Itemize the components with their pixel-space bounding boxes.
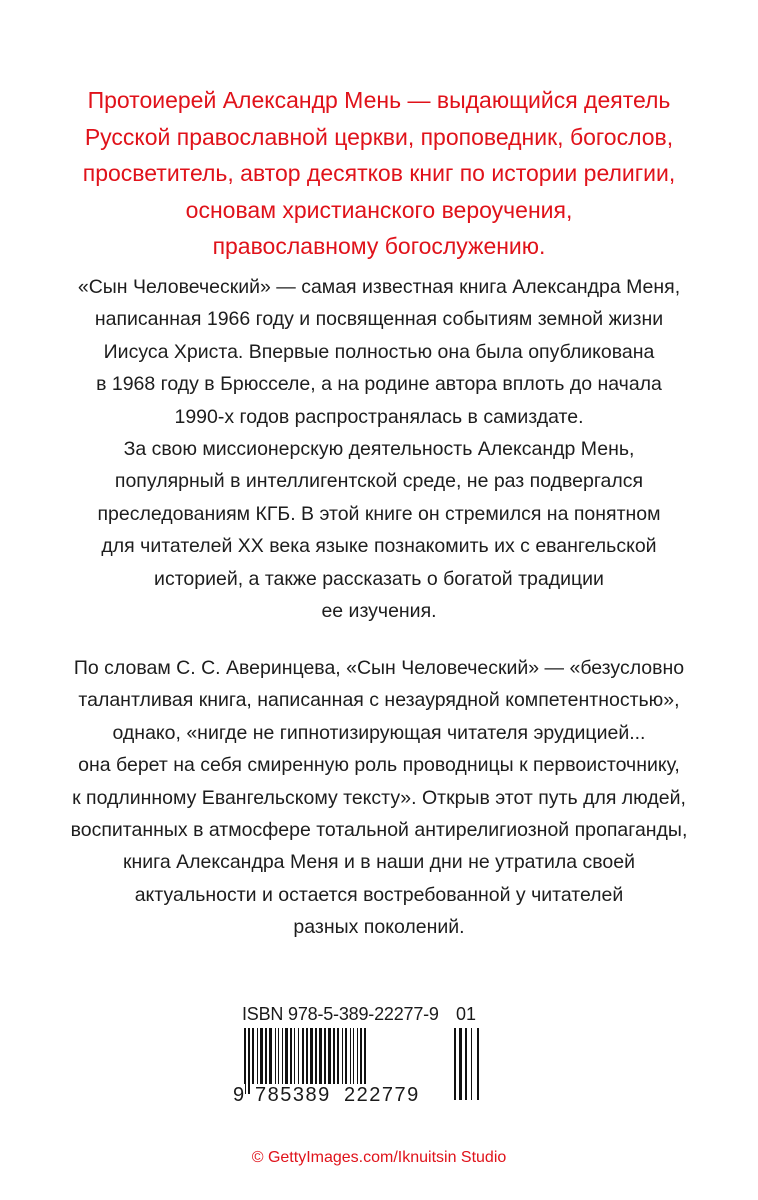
paragraph-line: 1990-х годов распространялась в самиздате. [174,405,584,428]
intro-line: просветитель, автор десятков книг по истории религии, [82,160,676,186]
barcode-addon-bar [465,1028,467,1100]
addon-code: 01 [456,1004,477,1024]
intro-line: Протоиерей Александр Мень — выдающийся деятель [87,87,671,113]
barcode-bar [333,1028,335,1084]
barcode-bar [337,1028,339,1084]
paragraph-line: написанная 1966 году и посвященная событиям земной жизни [94,308,664,331]
paragraph-line: для читателей XX века языке познакомить их с евангельской [101,535,657,558]
barcode-addon-bar [471,1028,472,1100]
barcode-addon-bar [454,1028,456,1100]
paragraph-line: ее изучения. [321,600,437,623]
barcode-first-digit: 9 [233,1084,245,1106]
barcode-bar [310,1028,313,1084]
barcode-bar [353,1028,354,1084]
paragraph-line: она берет на себя смиренную роль проводницы к первоисточнику, [78,754,680,777]
photo-credit: © GettyImages.com/Iknuitsin Studio [251,1149,507,1166]
barcode-bar [290,1028,292,1084]
paragraph-line: популярный в интеллигентской среде, не раз подвергался [114,470,644,493]
barcode-bar [265,1028,267,1084]
paragraph-line: историей, а также рассказать о богатой традиции [154,567,604,590]
intro-line: православному богослужению. [212,233,546,259]
paragraph-line: актуальности и остается востребованной у читателей [134,883,624,906]
barcode-guard-bar [248,1028,250,1094]
barcode-bar [324,1028,326,1084]
paragraph-line: По словам С. С. Аверинцева, «Сын Человеческий» — «безусловно [73,657,685,679]
barcode-bar [342,1028,343,1084]
barcode-bar [328,1028,331,1084]
paragraph-line: преследованиям КГБ. В этой книге он стремился на понятном [97,502,661,525]
paragraph-line: «Сын Человеческий» — самая известная книга Александра Меня, [77,276,681,298]
barcode-bar [319,1028,322,1084]
barcode-bar [345,1028,347,1084]
paragraph-line: книга Александра Меня и в наши дни не утратила своей [122,851,636,874]
barcode-bar [285,1028,288,1084]
paragraph-line: талантливая книга, написанная с незаурядной компетентностью», [78,689,680,712]
paragraph-line: За свою миссионерскую деятельность Александр Мень, [123,438,635,461]
description-paragraph-2 [30,652,728,944]
description-paragraph-1 [30,271,728,627]
paragraph-line: к подлинному Евангельскому тексту». Открыв этот путь для людей, [72,786,686,809]
paragraph-line: в 1968 году в Брюсселе, а на родине автора вплоть до начала [96,373,662,396]
barcode-bar [269,1028,272,1084]
barcode-addon-bar [477,1028,479,1100]
barcode-bar [350,1028,351,1084]
barcode-bar [257,1028,258,1084]
paragraph-line: Иисуса Христа. Впервые полностью она была опубликована [103,340,655,363]
barcode-addon-bar [459,1028,462,1100]
barcode-bar [252,1028,254,1084]
paragraph-line: воспитанных в атмосфере тотальной антирелигиозной пропаганды, [70,819,688,842]
barcode-bar [357,1028,358,1084]
barcode-bar [282,1028,283,1084]
barcode-left-digits: 785389 [255,1084,331,1106]
paragraph-line: разных поколений. [293,916,465,939]
intro-line: основам христианского вероучения, [185,196,573,223]
barcode-bar [275,1028,276,1084]
barcode-bar [294,1028,295,1084]
paragraph-line: однако, «нигде не гипнотизирующая читателя эрудицией... [112,721,646,744]
isbn-barcode [232,1004,492,1104]
intro-blurb [40,82,718,265]
isbn-label: ISBN 978-5-389-22277-9 [242,1004,439,1024]
barcode-bar [315,1028,317,1084]
barcode-bar [298,1028,299,1084]
barcode-bar [260,1028,263,1084]
barcode-bar [278,1028,279,1084]
barcode-right-digits: 222779 [344,1084,420,1106]
intro-line: Русской православной церкви, проповедник, богослов, [84,123,674,150]
